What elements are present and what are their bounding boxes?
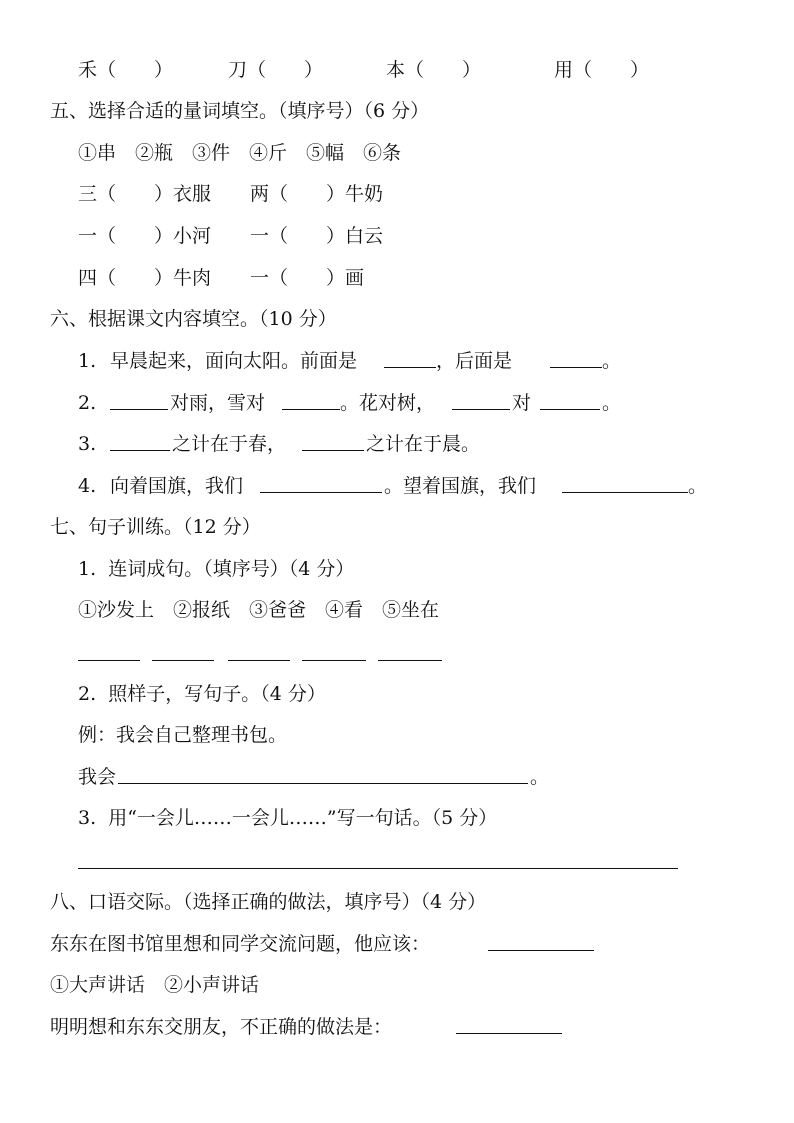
question-text: 对 bbox=[512, 392, 532, 414]
question-text: 。 bbox=[688, 475, 708, 497]
question-7-2-label bbox=[0, 682, 326, 706]
section-5-heading bbox=[0, 99, 430, 123]
answer-blank[interactable] bbox=[384, 349, 436, 368]
fill-phrase: 一（ ）画 bbox=[250, 267, 365, 289]
sentence-prefix: 我会 bbox=[78, 766, 117, 788]
question-7-2-example bbox=[0, 723, 288, 747]
fill-phrase: 一（ ）小河 bbox=[78, 225, 212, 247]
question-text: 2. 照样子，写句子。（4 分） bbox=[78, 683, 326, 705]
question-6-1 bbox=[0, 349, 622, 373]
answer-blank[interactable] bbox=[110, 391, 168, 410]
question-7-1-words bbox=[0, 598, 440, 622]
question-text: 之计在于晨。 bbox=[366, 433, 481, 455]
measure-word-options bbox=[0, 141, 402, 165]
word-options: ①沙发上 ②报纸 ③爸爸 ④看 ⑤坐在 bbox=[78, 599, 440, 621]
question-6-4 bbox=[0, 474, 708, 498]
question-8-2 bbox=[0, 1015, 393, 1039]
answer-line[interactable] bbox=[78, 868, 678, 869]
order-blank[interactable] bbox=[228, 660, 290, 661]
section-8-heading bbox=[0, 890, 487, 914]
measure-word-row bbox=[0, 266, 365, 290]
sentence-end: 。 bbox=[530, 766, 550, 788]
section-6-heading bbox=[0, 307, 337, 331]
char-fill-item: 本（ ） bbox=[386, 59, 482, 81]
question-text: 东东在图书馆里想和同学交流问题，他应该： bbox=[50, 933, 431, 955]
question-text: 1. 连词成句。（填序号）（4 分） bbox=[78, 558, 355, 580]
answer-blank[interactable] bbox=[550, 349, 602, 368]
options-text: ①大声讲话 ②小声讲话 bbox=[50, 974, 260, 996]
section-8-title: 八、口语交际。（选择正确的做法，填序号）（4 分） bbox=[50, 891, 487, 913]
question-text: 。 bbox=[602, 350, 622, 372]
section-6-title: 六、根据课文内容填空。（10 分） bbox=[50, 308, 337, 330]
order-blank[interactable] bbox=[78, 660, 140, 661]
question-8-1-options bbox=[0, 973, 260, 997]
question-text: 。花对树， bbox=[340, 392, 436, 414]
question-text: 之计在于春， bbox=[172, 433, 287, 455]
question-7-2-answer bbox=[0, 765, 550, 789]
answer-blank[interactable] bbox=[488, 932, 594, 951]
fill-phrase: 两（ ）牛奶 bbox=[250, 183, 384, 205]
answer-blank[interactable] bbox=[302, 432, 364, 451]
char-fill-row bbox=[0, 58, 650, 82]
section-7-heading bbox=[0, 515, 261, 539]
char-fill-item: 禾（ ） bbox=[78, 59, 174, 81]
answer-blank[interactable] bbox=[456, 1015, 562, 1034]
answer-blank[interactable] bbox=[118, 765, 528, 784]
question-text: 3. 用“一会儿……一会儿……”写一句话。（5 分） bbox=[78, 807, 498, 829]
fill-phrase: 三（ ）衣服 bbox=[78, 183, 212, 205]
question-text: 。望着国旗，我们 bbox=[384, 475, 537, 497]
answer-blank[interactable] bbox=[562, 474, 688, 493]
question-text: 对雨，雪对 bbox=[170, 392, 266, 414]
char-fill-item: 用（ ） bbox=[554, 59, 650, 81]
order-blank[interactable] bbox=[378, 660, 442, 661]
answer-blank[interactable] bbox=[540, 391, 600, 410]
order-blank[interactable] bbox=[302, 660, 366, 661]
fill-phrase: 一（ ）白云 bbox=[250, 225, 384, 247]
question-number: 3. bbox=[78, 433, 97, 455]
example-text: 例：我会自己整理书包。 bbox=[78, 724, 288, 746]
question-number: 2. bbox=[78, 392, 97, 414]
answer-blank[interactable] bbox=[452, 391, 510, 410]
question-text: 。 bbox=[602, 392, 622, 414]
answer-blank[interactable] bbox=[260, 474, 382, 493]
question-number: 1. bbox=[78, 350, 97, 372]
section-5-title: 五、选择合适的量词填空。（填序号）（6 分） bbox=[50, 100, 430, 122]
measure-word-row bbox=[0, 182, 384, 206]
question-8-1 bbox=[0, 932, 431, 956]
question-text: 明明想和东东交朋友，不正确的做法是： bbox=[50, 1016, 393, 1038]
order-blank[interactable] bbox=[152, 660, 214, 661]
section-7-title: 七、句子训练。（12 分） bbox=[50, 516, 261, 538]
measure-word-row bbox=[0, 224, 384, 248]
question-7-3-label bbox=[0, 806, 498, 830]
char-fill-item: 刀（ ） bbox=[228, 59, 324, 81]
question-7-1-label bbox=[0, 557, 355, 581]
question-6-2 bbox=[0, 391, 622, 415]
answer-blank[interactable] bbox=[282, 391, 340, 410]
options-text: ①串 ②瓶 ③件 ④斤 ⑤幅 ⑥条 bbox=[78, 142, 402, 164]
answer-blank[interactable] bbox=[110, 432, 170, 451]
question-text: ，后面是 bbox=[436, 350, 513, 372]
question-number: 4. bbox=[78, 475, 97, 497]
question-text: 向着国旗，我们 bbox=[110, 475, 244, 497]
fill-phrase: 四（ ）牛肉 bbox=[78, 267, 212, 289]
question-6-3 bbox=[0, 432, 481, 456]
question-text: 早晨起来，面向太阳。前面是 bbox=[110, 350, 358, 372]
